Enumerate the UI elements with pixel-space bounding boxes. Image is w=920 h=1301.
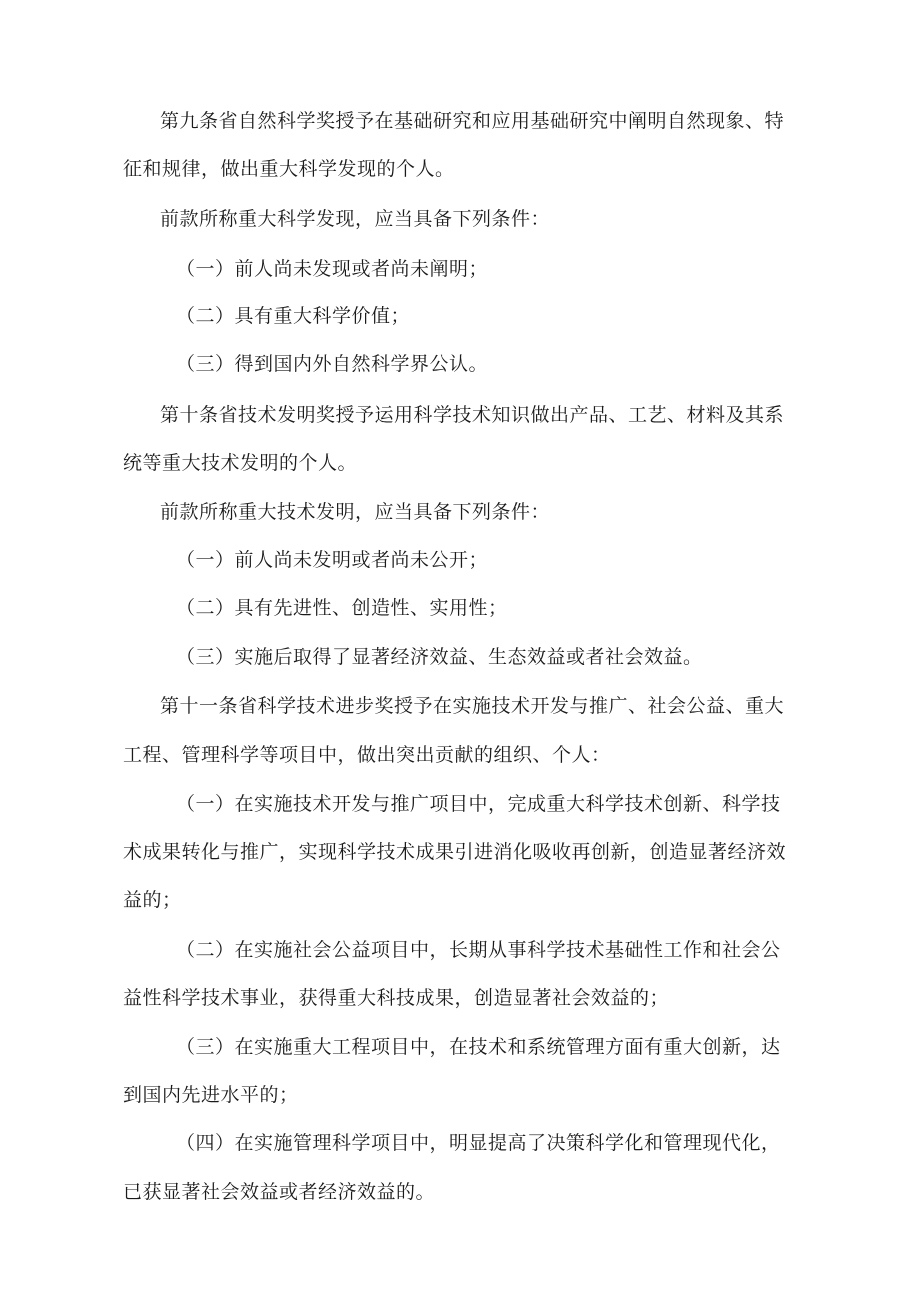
article-9-item-2: （二）具有重大科学价值； bbox=[176, 305, 411, 327]
article-9-item-1: （一）前人尚未发现或者尚未阐明； bbox=[176, 258, 489, 280]
article-9-item-3: （三）得到国内外自然科学界公认。 bbox=[176, 353, 489, 375]
article-10-item-2: （二）具有先进性、创造性、实用性； bbox=[176, 597, 508, 619]
article-11-item-1-line-1: （一）在实施技术开发与推广项目中，完成重大科学技术创新、科学技 bbox=[176, 793, 781, 815]
article-11-item-3-line-1: （三）在实施重大工程项目中，在技术和系统管理方面有重大创新，达 bbox=[176, 1036, 781, 1058]
article-10-line-2: 统等重大技术发明的个人。 bbox=[123, 452, 358, 474]
article-10-clause-intro: 前款所称重大技术发明，应当具备下列条件： bbox=[160, 501, 551, 523]
article-11-line-1: 第十一条省科学技术进步奖授予在实施技术开发与推广、社会公益、重大 bbox=[160, 695, 785, 717]
article-10-item-1: （一）前人尚未发明或者尚未公开； bbox=[176, 549, 489, 571]
article-11-item-2-line-1: （二）在实施社会公益项目中，长期从事科学技术基础性工作和社会公 bbox=[176, 939, 781, 961]
article-11-line-2: 工程、管理科学等项目中，做出突出贡献的组织、个人： bbox=[123, 744, 611, 766]
article-11-item-1-line-3: 益的； bbox=[123, 889, 182, 911]
article-11-item-3-line-2: 到国内先进水平的； bbox=[123, 1084, 299, 1106]
article-10-line-1: 第十条省技术发明奖授予运用科学技术知识做出产品、工艺、材料及其系 bbox=[160, 404, 785, 426]
article-11-item-2-line-2: 益性科学技术事业，获得重大科技成果，创造显著社会效益的； bbox=[123, 987, 670, 1009]
article-11-item-4-line-2: 已获显著社会效益或者经济效益的。 bbox=[123, 1181, 436, 1203]
article-11-item-4-line-1: （四）在实施管理科学项目中，明显提高了决策科学化和管理现代化， bbox=[176, 1132, 781, 1154]
article-11-item-1-line-2: 术成果转化与推广，实现科学技术成果引进消化吸收再创新，创造显著经济效 bbox=[123, 841, 787, 863]
article-9-line-2: 征和规律，做出重大科学发现的个人。 bbox=[123, 158, 455, 180]
article-9-line-1: 第九条省自然科学奖授予在基础研究和应用基础研究中阐明自然现象、特 bbox=[160, 110, 785, 132]
article-10-item-3: （三）实施后取得了显著经济效益、生态效益或者社会效益。 bbox=[176, 646, 703, 668]
article-9-clause-intro: 前款所称重大科学发现，应当具备下列条件： bbox=[160, 208, 551, 230]
